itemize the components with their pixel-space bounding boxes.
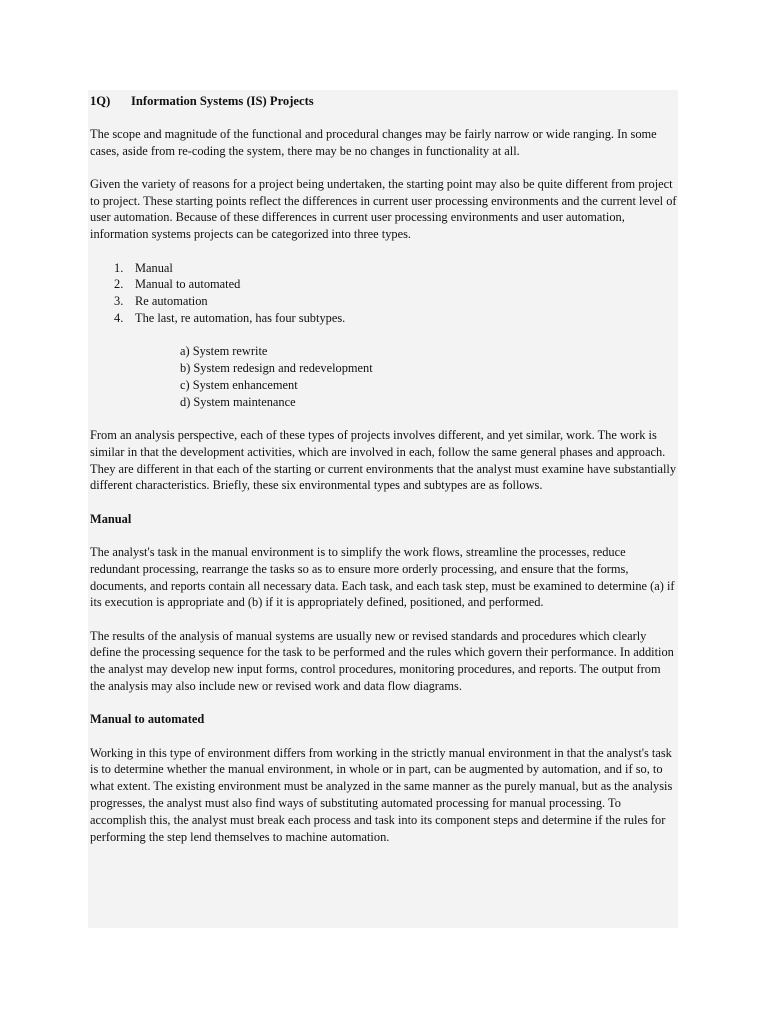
- title-number: 1Q): [90, 94, 111, 108]
- document-content: [90, 93, 678, 862]
- section-heading-manual: Manual: [90, 511, 132, 526]
- document-title: [90, 93, 678, 110]
- section-heading-manual-to-automated: Manual to automated: [90, 712, 205, 727]
- list-item: d) System maintenance: [180, 394, 296, 409]
- paragraph-analysis-perspective: From an analysis perspective, each of these types of projects involves different, and yet similar, work. The work is similar in that the development activities, which are involved in each, follow the same general phases and approach. They are different in that each of the starting or current environments that the analyst must examine have substantially different characteristics. Briefly, these six environmental types and subtypes are as follows.: [90, 427, 677, 493]
- paragraph-starting-point: Given the variety of reasons for a project being undertaken, the starting point may also be quite different from project to project. These starting points reflect the differences in current user processing environments and the current level of user automation. Because of these differences in current user processing environments and user automation, information systems projects can be categorized into three types.: [90, 176, 677, 242]
- paragraph-manual-results: The results of the analysis of manual systems are usually new or revised standards and procedures which clearly define the processing sequence for the task to be performed and the rules which govern their performance. In addition the analyst may develop new input forms, control procedures, monitoring procedures, and reports. The output from the analysis may also include new or revised work and data flow diagrams.: [90, 628, 674, 694]
- list-item: 4. The last, re automation, has four subtypes.: [114, 310, 346, 325]
- list-item: b) System redesign and redevelopment: [180, 361, 373, 376]
- project-types-list: [90, 260, 678, 327]
- list-item: c) System enhancement: [180, 377, 298, 392]
- paragraph-manual-to-automated: Working in this type of environment differs from working in the strictly manual environment in that the analyst's task is to determine whether the manual environment, in whole or in part, can be augmented by automation, and if so, to what extent. The existing environment must be analyzed in the same manner as the purely manual, but as the analysis progresses, the analyst must also find ways of substituting automated processing for manual processing. To accomplish this, the analyst must break each process and task into its component steps and determine if the rules for performing the step lend themselves to machine automation.: [90, 745, 673, 844]
- paragraph-scope: The scope and magnitude of the functional and procedural changes may be fairly narrow or wide ranging. In some cases, aside from re-coding the system, there may be no changes in functionality at all.: [90, 126, 657, 158]
- paragraph-manual-task: The analyst's task in the manual environment is to simplify the work flows, streamline the processes, reduce redundant processing, rearrange the tasks so as to ensure more orderly processing, and ensure that the forms, documents, and reports contain all necessary data. Each task, and each task step, must be examined to determine (a) if its execution is appropriate and (b) if it is appropriately defined, positioned, and performed.: [90, 544, 675, 610]
- subtypes-list: [90, 343, 678, 410]
- list-item: a) System rewrite: [180, 344, 268, 359]
- list-item: 1. Manual: [114, 260, 173, 275]
- list-item: 2. Manual to automated: [114, 277, 241, 292]
- list-item: 3. Re automation: [114, 294, 208, 309]
- title-text: Information Systems (IS) Projects: [131, 94, 314, 108]
